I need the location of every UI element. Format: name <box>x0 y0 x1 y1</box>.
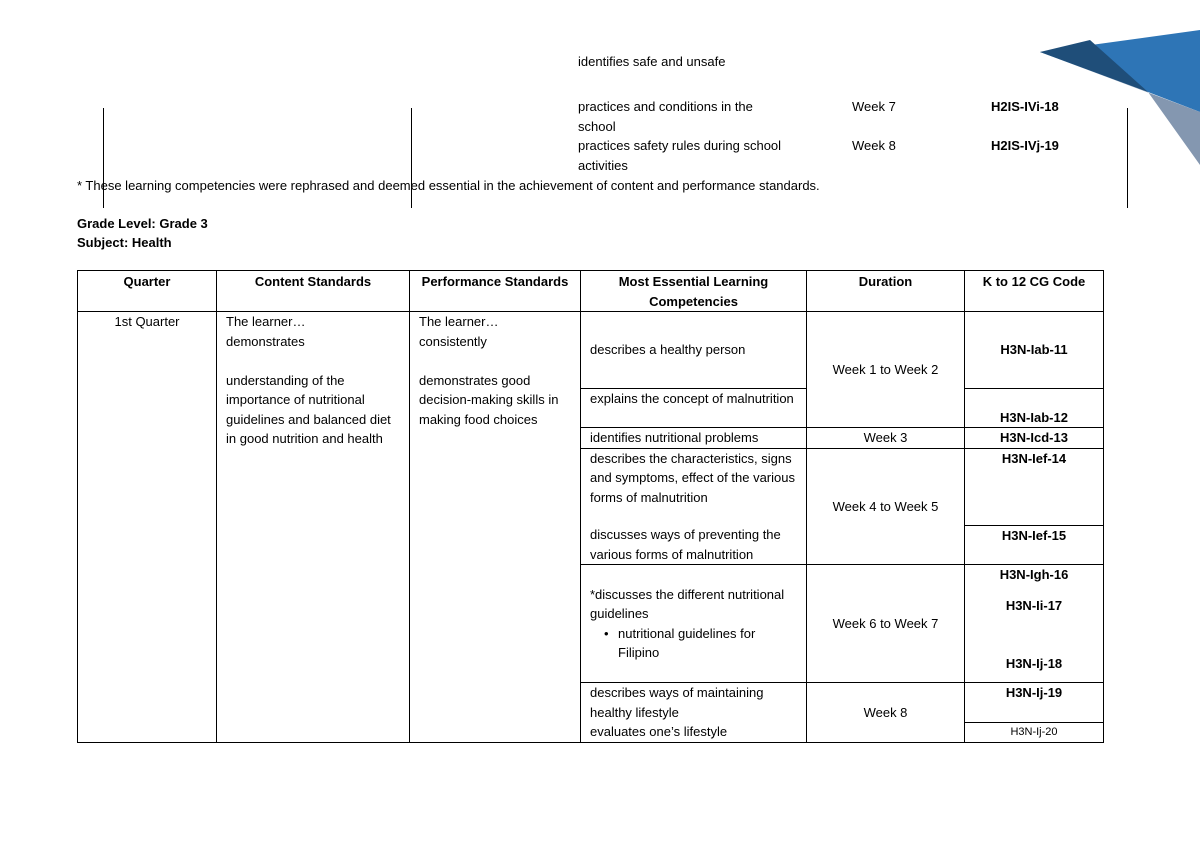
cg-code: H3N-Ii-17 <box>1005 598 1063 613</box>
table-header-row <box>78 271 1104 312</box>
header-duration: Duration <box>807 271 965 312</box>
duration-cell: Week 6 to Week 7 <box>807 565 965 683</box>
competency-cell: discusses ways of preventing the various forms of malnutrition <box>581 525 807 565</box>
subject: Subject: Health <box>77 235 172 250</box>
competency-cell: explains the concept of malnutrition <box>581 389 807 428</box>
duration-text: Week 7 <box>852 99 896 114</box>
performance-line: consistently <box>419 333 487 349</box>
bullet-item: • nutritional guidelines for Filipino <box>600 624 797 663</box>
competency-cell <box>581 565 807 683</box>
cg-code-cell: H3N-Ief-14 <box>965 448 1104 525</box>
column-divider <box>1127 108 1128 208</box>
cg-code: H3N-Ij-18 <box>1005 656 1063 671</box>
content-standards-cell <box>217 312 410 743</box>
cg-code: H2IS-IVi-18 <box>991 99 1059 114</box>
duration-cell: Week 1 to Week 2 <box>807 312 965 428</box>
table-row <box>78 312 1104 389</box>
cg-code-cell: H3N-Ij-20 <box>965 722 1104 743</box>
cg-code-cell <box>965 565 1104 683</box>
competency-cell: identifies nutritional problems <box>581 428 807 449</box>
cg-code: H2IS-IVj-19 <box>991 138 1059 153</box>
header-performance-standards: Performance Standards <box>410 271 581 312</box>
performance-standards-cell <box>410 312 581 743</box>
content-line: demonstrates <box>226 333 305 349</box>
competency-text: practices safety rules during school activities <box>578 138 782 173</box>
competency-text: identifies safe and unsafe <box>578 54 726 69</box>
cg-code-cell: H3N-Iab-12 <box>965 389 1104 428</box>
competency-text: *discusses the different nutritional guidelines <box>590 586 785 621</box>
content-line: understanding of the importance of nutritional guidelines and balanced diet in good nutrition and health <box>226 372 391 446</box>
competency-cell: describes the characteristics, signs and symptoms, effect of the various forms of malnutrition <box>581 448 807 525</box>
content-line: The learner… <box>226 314 306 329</box>
competency-text: practices and conditions in the school <box>578 99 753 134</box>
cg-code-cell: H3N-Icd-13 <box>965 428 1104 449</box>
duration-cell: Week 3 <box>807 428 965 449</box>
cg-code: H3N-Igh-16 <box>999 567 1069 582</box>
competency-cell: describes ways of maintaining healthy lifestyle <box>581 683 807 723</box>
competency-cell: evaluates one’s lifestyle <box>581 722 807 743</box>
performance-line: demonstrates good decision-making skills in making food choices <box>419 372 559 427</box>
duration-cell: Week 8 <box>807 683 965 743</box>
cg-code-cell: H3N-Ij-19 <box>965 683 1104 723</box>
grade-level: Grade Level: Grade 3 <box>77 216 208 231</box>
cg-code-cell: H3N-Ief-15 <box>965 525 1104 565</box>
header-content-standards: Content Standards <box>217 271 410 312</box>
header-competencies: Most Essential Learning Competencies <box>581 271 807 312</box>
quarter-cell <box>78 312 217 743</box>
competency-cell: describes a healthy person <box>581 312 807 389</box>
quarter-label: 1st Quarter <box>114 314 180 329</box>
footnote: * These learning competencies were rephrased and deemed essential in the achievement of content and performance standards. <box>77 178 820 193</box>
header-quarter: Quarter <box>78 271 217 312</box>
duration-cell: Week 4 to Week 5 <box>807 448 965 565</box>
header-cg-code: K to 12 CG Code <box>965 271 1104 312</box>
performance-line: The learner… <box>419 314 499 329</box>
duration-text: Week 8 <box>852 138 896 153</box>
cg-code-cell: H3N-Iab-11 <box>965 312 1104 389</box>
curriculum-table <box>77 270 1104 743</box>
